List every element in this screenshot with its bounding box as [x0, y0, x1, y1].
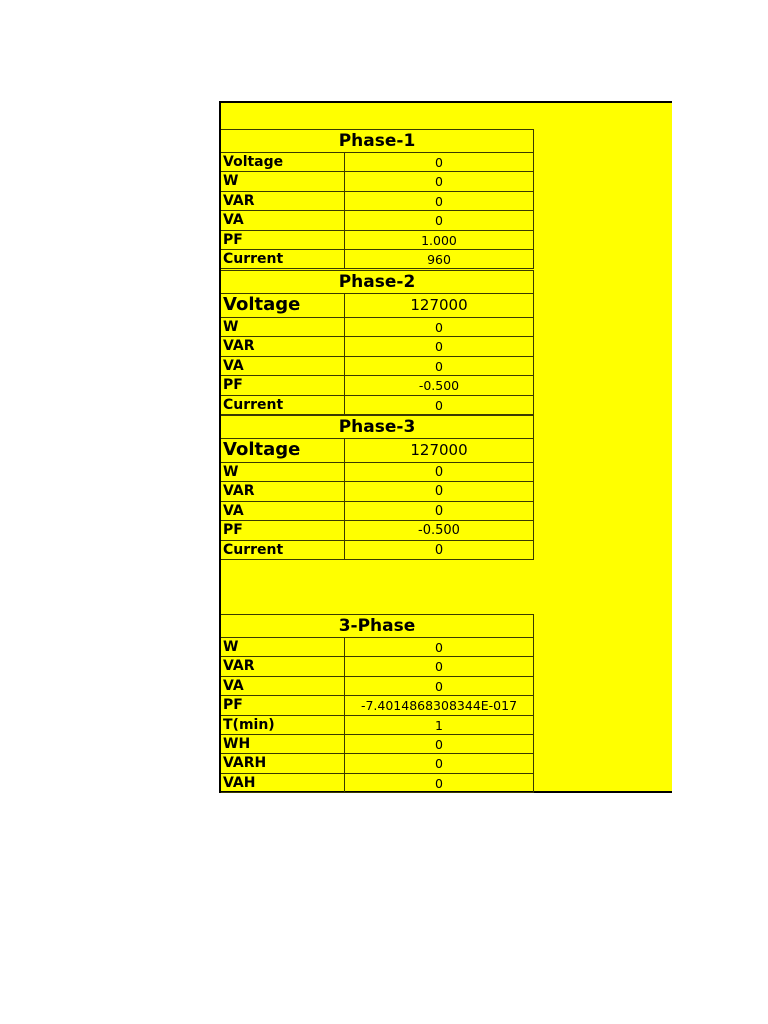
table-row: [221, 677, 534, 696]
row-value: 1.000: [421, 232, 457, 248]
row-value: -0.500: [418, 378, 460, 394]
row-label: VA: [221, 502, 345, 520]
row-label: VAR: [221, 337, 345, 355]
table-row: [221, 153, 534, 172]
table-row: [221, 754, 534, 773]
table-row: [221, 376, 534, 395]
row-value: 0: [435, 320, 443, 335]
row-label: Current: [221, 396, 345, 414]
table-row: [221, 357, 534, 376]
row-value: 0: [435, 775, 443, 791]
table-row: [221, 638, 534, 657]
row-label: VAH: [221, 774, 345, 792]
table-row: [221, 716, 534, 735]
row-label: PF: [221, 696, 345, 714]
row-label: VA: [221, 211, 345, 229]
row-value: 0: [435, 736, 443, 752]
table-row: [221, 774, 534, 793]
table-row: [221, 502, 534, 521]
row-label: VAR: [221, 192, 345, 210]
table-row: [221, 521, 534, 540]
row-label: VARH: [221, 754, 345, 772]
row-value: 0: [435, 193, 443, 209]
table-row: [221, 482, 534, 501]
row-label: VAR: [221, 657, 345, 675]
table-row: [221, 192, 534, 211]
row-value: 0: [434, 465, 444, 480]
row-value: 0: [435, 339, 443, 355]
row-value: 0: [435, 174, 443, 190]
table-row: [221, 735, 534, 754]
row-label: W: [221, 172, 345, 190]
row-label: T(min): [221, 716, 345, 734]
table-row: [221, 439, 534, 463]
phase-1-table: [221, 129, 534, 269]
row-label: PF: [221, 521, 345, 539]
section-title: Phase-3: [221, 415, 534, 439]
row-value: 0: [434, 542, 444, 558]
row-label: PF: [221, 231, 345, 249]
row-value: 0: [435, 640, 443, 655]
section-title: 3-Phase: [221, 614, 534, 638]
row-value: 0: [435, 659, 443, 675]
table-row: [221, 318, 534, 337]
table-row: [221, 396, 534, 415]
phase-2-table: [221, 270, 534, 415]
table-row: [221, 463, 534, 482]
table-row: [221, 337, 534, 356]
row-value: -0.500: [418, 523, 460, 539]
row-label: W: [221, 318, 345, 336]
row-label: VA: [221, 677, 345, 695]
table-row: [221, 294, 534, 318]
row-value: 0: [435, 213, 443, 229]
table-row: [221, 172, 534, 191]
table-row: [221, 211, 534, 230]
table-row: [221, 541, 534, 560]
row-value: 0: [434, 484, 444, 500]
row-value: -7.4014868308344E-017: [360, 698, 518, 714]
section-title: Phase-1: [221, 129, 534, 153]
row-value: 960: [427, 251, 451, 267]
row-value: 0: [435, 397, 443, 413]
row-label: Current: [221, 250, 345, 268]
row-value: 0: [435, 358, 443, 374]
row-value: 0: [434, 503, 444, 519]
row-value: 127000: [410, 441, 468, 459]
row-label: Voltage: [221, 153, 345, 171]
row-label: W: [221, 463, 345, 481]
row-value: 127000: [410, 296, 468, 314]
table-row: [221, 231, 534, 250]
section-title: Phase-2: [221, 270, 534, 294]
row-label: VA: [221, 357, 345, 375]
spreadsheet-area: [219, 101, 672, 793]
row-label: Voltage: [221, 439, 345, 462]
row-value: 0: [435, 756, 443, 772]
row-label: W: [221, 638, 345, 656]
table-row: [221, 696, 534, 715]
phase-3-table: [221, 415, 534, 560]
three-phase-table: [221, 614, 534, 793]
row-value: 0: [435, 678, 443, 694]
row-label: Current: [221, 541, 345, 559]
row-label: PF: [221, 376, 345, 394]
table-row: [221, 250, 534, 269]
row-value: 1: [435, 717, 443, 733]
table-row: [221, 657, 534, 676]
row-label: WH: [221, 735, 345, 753]
row-label: VAR: [221, 482, 345, 500]
row-value: 0: [435, 155, 443, 170]
row-label: Voltage: [221, 294, 345, 317]
